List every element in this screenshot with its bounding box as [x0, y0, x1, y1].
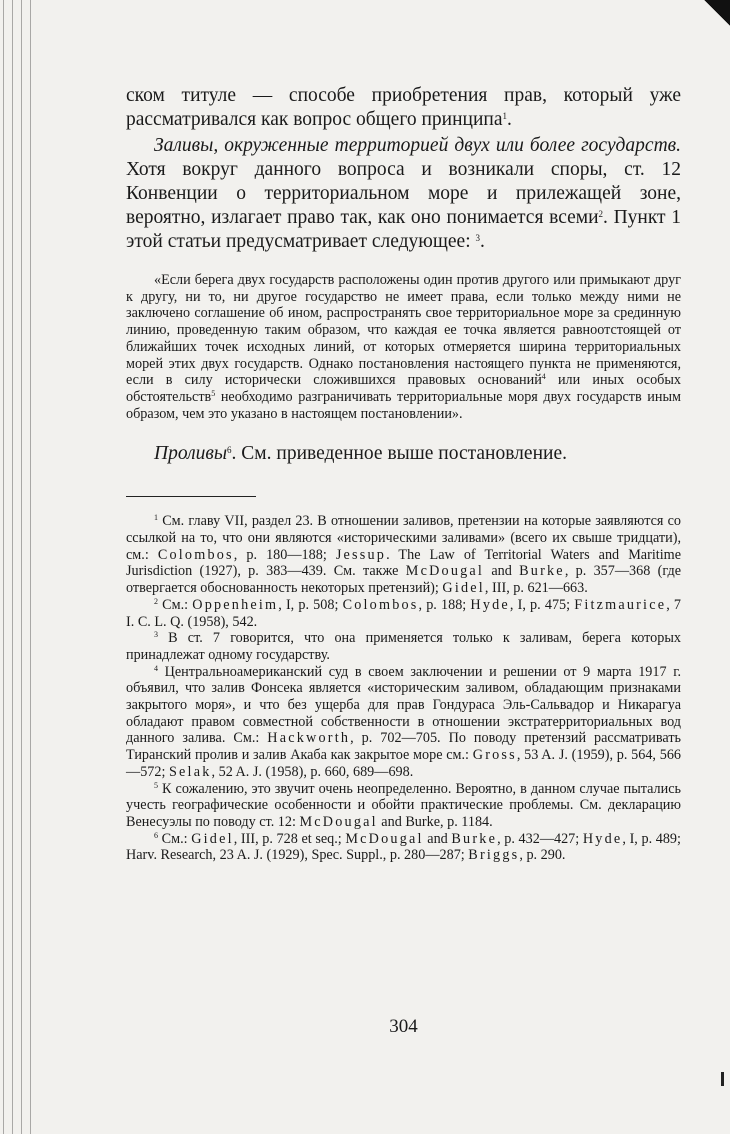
- author-name: Hackworth: [267, 730, 351, 747]
- footnote-text: , p. 290.: [519, 847, 566, 864]
- author-name: Gidel: [191, 830, 234, 847]
- footnote-ref: 4: [541, 372, 546, 382]
- footnote-ref: 5: [211, 388, 216, 398]
- author-name: Burke: [519, 563, 565, 580]
- footnote-4: [126, 664, 681, 781]
- author-name: Oppenheim: [192, 596, 279, 613]
- author-name: Hyde: [582, 830, 623, 847]
- footnote-text: , p. 357—368 (где отвергается обоснованность некоторых претензий);: [126, 563, 681, 597]
- footnote-text: , III, p. 728 et seq.;: [233, 830, 346, 847]
- footnote-number: 4: [154, 663, 158, 673]
- author-name: Fitzmaurice: [574, 596, 667, 613]
- body-paragraph-straits: [126, 442, 681, 466]
- footnote-number: 1: [154, 513, 158, 523]
- footnote-text: , I, p. 508;: [278, 596, 343, 613]
- quotation-block: [126, 272, 681, 422]
- author-name: Hyde: [470, 596, 510, 613]
- footnote-ref: 1: [502, 111, 507, 121]
- footnote-text: , I, p. 475;: [509, 596, 575, 613]
- footnote-text: , I, p. 489; Harv. Research, 23 A. J. (1929), Spec. Suppl., p. 280—287;: [126, 830, 681, 864]
- footnote-6: [126, 831, 681, 864]
- author-name: Gross: [472, 747, 517, 764]
- footnote-text: , p. 702—705. По поводу претензий рассматривать Тиранский пролив и залив Акаба как закрытое море см.:: [126, 730, 681, 764]
- scan-corner-mark: [704, 0, 730, 26]
- footnote-number: 3: [154, 630, 158, 640]
- body-text: . См. приведенное выше постановление.: [231, 443, 567, 465]
- body-text: Хотя вокруг данного вопроса и возникали споры, ст. 12 Конвенции о территориальном море и прилежащей зоне, вероятно, излагает право так, как оно понимается всеми: [126, 159, 681, 228]
- footnote-ref: 2: [598, 209, 604, 219]
- footnote-ref: 6: [227, 445, 232, 456]
- footnote-text: , 7 I. C. L. Q. (1958), 542.: [126, 596, 681, 630]
- footnote-text: , p. 188;: [418, 596, 471, 613]
- author-name: Jessup: [335, 546, 387, 563]
- footnote-text: См.:: [158, 596, 193, 613]
- footnote-text: См.:: [158, 830, 192, 847]
- footnote-1: [126, 513, 681, 597]
- footnote-text: См. главу VII, раздел 23. В отношении заливов, претензии на которые заявляются со ссылкой на то, что они являются «историческими заливами» (всего их свыше тридцати), см.:: [126, 513, 681, 563]
- footnote-3: [126, 630, 681, 663]
- footnote-text: , p. 180—188;: [233, 546, 336, 563]
- page-number: 304: [389, 1016, 418, 1037]
- section-heading-bays: Заливы, окруженные территорией двух или более государств.: [154, 135, 681, 156]
- author-name: McDougal: [405, 563, 485, 580]
- footnote-text: , p. 432—427;: [497, 830, 583, 847]
- footnote-text: , III, p. 621—663.: [484, 580, 588, 597]
- author-name: Colombos: [157, 546, 234, 563]
- body-paragraph-2: [126, 134, 681, 254]
- body-text: . Пункт 1 этой статьи предусматривает следующее:: [126, 207, 682, 252]
- scan-mark: [721, 1072, 724, 1086]
- footnote-divider: [126, 496, 256, 497]
- quote-text: необходимо разграничивать территориальные моря двух государств иным образом, чем это указано в настоящем постановлении».: [126, 388, 681, 422]
- footnote-text: and Burke, p. 1184.: [377, 813, 493, 830]
- scan-edge-shadow: [0, 0, 34, 1134]
- footnote-text: . The Law of Territorial Waters and Maritime Jurisdiction (1927), p. 383—439. См. также: [126, 546, 681, 580]
- footnote-number: 5: [154, 780, 158, 790]
- footnote-text: , 53 A. J. (1959), p. 564, 566—572;: [126, 747, 682, 780]
- footnote-number: 6: [154, 830, 158, 840]
- author-name: Colombos: [342, 596, 419, 613]
- footnote-text: Центральноамериканский суд в своем заключении и решении от 9 марта 1917 г. объявил, что залив Фонсека является «историческим заливом, обладающим признаками закрытого моря», и что без ущерба для прав Гондураса Эль-Сальвадор и Никарагуа обладают правом совместной собственности в отношении экстратерриториальных вод данного залива. См.:: [126, 663, 681, 747]
- author-name: Selak: [168, 763, 212, 780]
- author-name: Burke: [451, 830, 498, 847]
- page-content: [126, 84, 681, 864]
- author-name: Briggs: [468, 847, 520, 864]
- section-heading-straits: Проливы: [154, 443, 228, 465]
- body-text: .: [480, 231, 485, 252]
- footnote-2: [126, 597, 681, 630]
- footnote-number: 2: [154, 596, 158, 606]
- footnote-ref: 3: [475, 233, 480, 243]
- footnote-5: [126, 781, 681, 831]
- quote-text: «Если берега двух государств расположены один против другого или примыкают друг к другу, ни то, ни другое государство не имеет права, если только между ними не заключено соглашение об ином, распространять свое территориальное море за срединную линию, проведенную таким образом, что каждая ее точка является равноотстоящей от ближайших точек исходных линий, от которых отмеряется ширина территориальных морей этих двух государств. Однако постановления настоящего пункта не применяются, если в силу исторически сложившихся правовых оснований: [126, 272, 681, 389]
- author-name: McDougal: [345, 830, 424, 847]
- author-name: McDougal: [299, 813, 378, 830]
- author-name: Gidel: [442, 580, 485, 597]
- footnote-text: and: [484, 563, 520, 580]
- footnote-text: К сожалению, это звучит очень неопределенно. Вероятно, в данном случае пытались учесть географические особенности и обойти практические проблемы. См. декларацию Венесуэлы по поводу ст. 12:: [126, 780, 681, 830]
- body-text: ском титуле — способе приобретения прав, который уже рассматривался как вопрос общего принципа: [126, 85, 681, 130]
- body-paragraph-1: ском титуле — способе приобретения прав, который уже рассматривался как вопрос общего принципа$^1$.: [126, 85, 681, 130]
- footnote-text: and: [423, 830, 452, 847]
- footnote-text: , 52 A. J. (1958), p. 660, 689—698.: [211, 763, 414, 780]
- quote-text: или иных особых обстоятельств: [126, 372, 682, 405]
- footnote-text: В ст. 7 говорится, что она применяется только к заливам, берега которых принадлежат одному государству.: [126, 630, 681, 663]
